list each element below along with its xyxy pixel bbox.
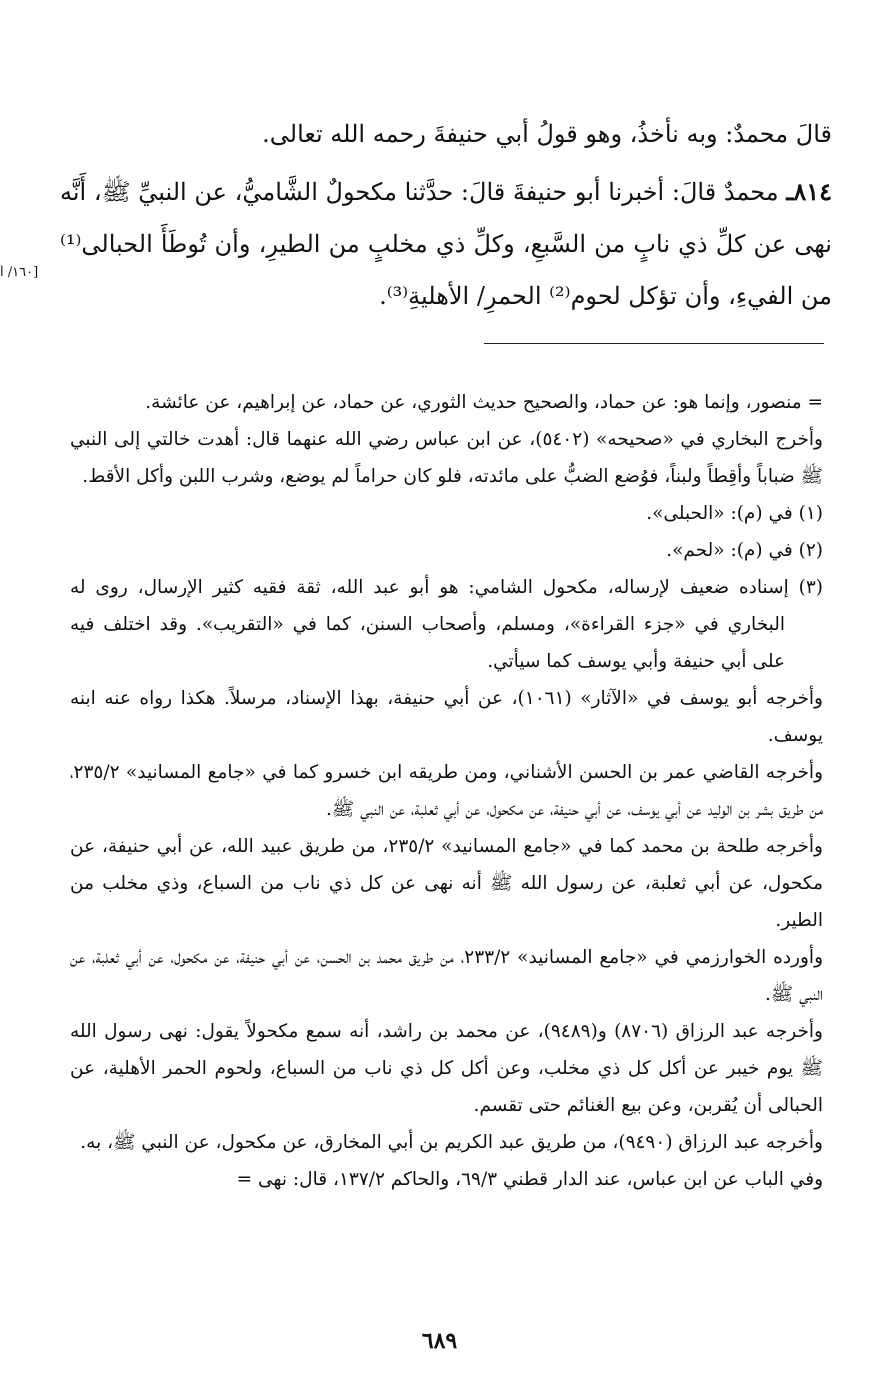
footnote-3-para-6: وأخرجه عبد الرزاق (٨٧٠٦) و(٩٤٨٩)، عن محمد بن راشد، أنه سمع مكحولاً يقول: نهى رسول الله ﷺ يوم خيبر عن أكل كل ذي مخلب، وعن أكل كل ذي ناب من السباع، ولحوم الحمر الأهلية، عن الحبالى أن يُقربن، وعن بيع الغنائم حتى تقسم. <box>70 1021 823 1116</box>
footnote-3-para-4: وأخرجه طلحة بن محمد كما في «جامع المسانيد» ٢٣٥/٢، من طريق عبيد الله، عن أبي حنيفة، عن مكحول، عن أبي ثعلبة، عن رسول الله ﷺ أنه نهى عن كل ذي ناب من السباع، وذي مخلب من الطير. <box>70 836 823 931</box>
footnote-continuation: = منصور، وإنما هو: عن حماد، والصحيح حديث الثوري، عن حماد، عن إبراهيم، عن عائشة. <box>145 392 823 413</box>
hadith-number: ٨١٤ـ <box>786 177 832 206</box>
footnote-continuation-para: وأخرج البخاري في «صحيحه» (٥٤٠٢)، عن ابن عباس رضي الله عنهما قال: أهدت خالتي إلى النبي ﷺ ضباباً وأقِطاً ولبناً، فوُضع الضبُّ على مائدته، فلو كان حراماً لم يوضع، وشرب اللبن وأكل الأقط. <box>70 429 823 487</box>
footnote-3-para-5: وأورده الخوارزمي في «جامع المسانيد» ٢٣٣/٢، من طريق محمد بن الحسن، عن أبي حنيفة، عن مكحول، عن أبي ثعلبة، عن النبي ﷺ. <box>70 947 823 1005</box>
footnote-3: (٣) إسناده ضعيف لإرساله، مكحول الشامي: هو أبو عبد الله، ثقة فقيه كثير الإرسال، روى له البخاري في «جزء القراءة»، ومسلم، وأصحاب السنن، كما في «التقريب». وقد اختلف فيه على أبي حنيفة وأبي يوسف كما سيأتي. <box>70 577 823 672</box>
footnote-3-para-8: وفي الباب عن ابن عباس، عند الدار قطني ٦٩/٣، والحاكم ١٣٧/٢، قال: نهى = <box>236 1169 823 1190</box>
footnote-separator <box>484 343 824 344</box>
main-paragraph-2 <box>60 166 832 322</box>
footnote-3-para-7: وأخرجه عبد الرزاق (٩٤٩٠)، من طريق عبد الكريم بن أبي المخارق، عن مكحول، عن النبي ﷺ، به. <box>80 1132 823 1153</box>
footnote-3-para-2: وأخرجه أبو يوسف في «الآثار» (١٠٦١)، عن أبي حنيفة، بهذا الإسناد، مرسلاً. هكذا رواه عنه ابنه يوسف. <box>70 688 823 746</box>
footnote-1: (١) في (م): «الحبلى». <box>646 503 823 524</box>
margin-folio-note: [١٦٠/ أ <box>0 265 39 280</box>
main-text <box>60 108 832 322</box>
footnote-2: (٢) في (م): «لحم». <box>666 540 823 561</box>
page-number: ٦٨٩ <box>421 1328 458 1354</box>
hadith-text: محمدٌ قالَ: أخبرنا أبو حنيفةَ قالَ: حدَّثنا مكحولٌ الشَّاميُّ، عن النبيِّ ﷺ، أَنَّه نهى عن كلِّ ذي نابٍ من السَّبعِ، وكلِّ ذي مخلبٍ من الطيرِ، وأن تُوطَأَ الحبالى⁽¹⁾ من الفيءِ، وأن تؤكل لحوم⁽²⁾ الحمرِ/ الأهليةِ⁽³⁾. <box>60 178 832 310</box>
main-paragraph-1: قالَ محمدٌ: وبه نأخذُ، وهو قولُ أبي حنيفةَ رحمه الله تعالى. <box>262 120 832 148</box>
footnote-3-para-3: وأخرجه القاضي عمر بن الحسن الأشناني، ومن طريقه ابن خسرو كما في «جامع المسانيد» ٢٣٥/٢، من طريق بشر بن الوليد عن أبي يوسف، عن أبي حنيفة، عن مكحول، عن أبي ثعلبة، عن النبي ﷺ. <box>70 762 823 820</box>
footnotes <box>70 384 823 1198</box>
